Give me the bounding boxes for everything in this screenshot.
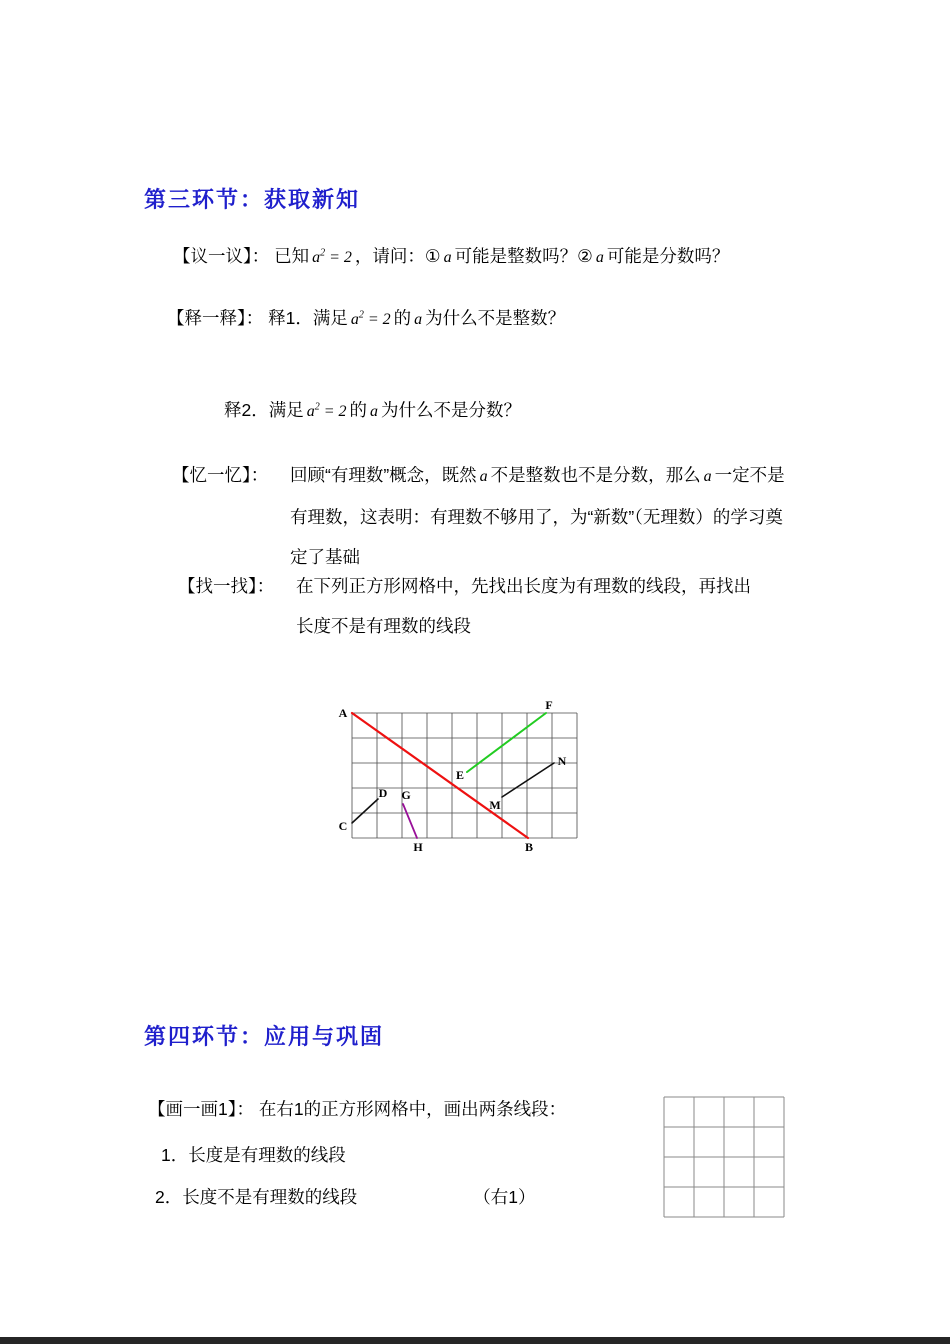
list-item-2-text: 2．长度不是有理数的线段 <box>155 1187 358 1207</box>
point-label-A: A <box>338 706 348 720</box>
point-label-G: G <box>401 788 411 802</box>
list-item-2 <box>155 1186 535 1210</box>
find-label: 【找一找】： <box>178 576 275 596</box>
find-content: 在下列正方形网格中，先找出长度为有理数的线段，再找出长度不是有理数的线段 <box>296 576 751 636</box>
list-item-1: 1．长度是有理数的线段 <box>161 1145 346 1165</box>
find-paragraph <box>178 566 766 646</box>
page-bottom-edge <box>0 1337 950 1344</box>
math-expression: a <box>370 403 379 420</box>
point-label-D: D <box>378 786 388 800</box>
math-expression: a <box>703 468 712 485</box>
point-label-B: B <box>524 840 534 854</box>
segment-CD-black <box>352 799 378 823</box>
explain-paragraph-1: 【释一释】： 释1．满足 $a^2 = 2$ 的 a 为什么不是整数？ <box>167 308 566 328</box>
explain-paragraph-2: 释2．满足 $a^2 = 2$ 的 a 为什么不是分数？ <box>224 400 522 420</box>
point-label-F: F <box>545 698 553 712</box>
math-expression: a <box>414 311 423 328</box>
point-label-M: M <box>489 798 501 812</box>
right1-note: （右1） <box>473 1187 536 1207</box>
point-label-H: H <box>413 840 423 854</box>
point-label-E: E <box>455 768 465 782</box>
math-expression: $a^2 = 2$ <box>312 247 352 266</box>
answer-grid <box>662 1095 786 1219</box>
math-expression: $a^2 = 2$ <box>306 401 347 420</box>
discuss-paragraph: 【议一议】： 已知 $a^2 = 2$ ，请问：① a 可能是整数吗？② a 可能是分数吗？ <box>173 246 730 266</box>
draw-paragraph: 【画一画1】： 在右1的正方形网格中，画出两条线段： <box>148 1099 567 1119</box>
point-label-N: N <box>557 754 567 768</box>
section3-heading: 第三环节：获取新知 <box>144 187 361 212</box>
segment-MN-black <box>502 763 554 797</box>
recall-label: 【忆一忆】： <box>172 465 269 485</box>
recall-content: 回顾“有理数”概念，既然 a 不是整数也不是分数，那么 a 一定不是有理数，这表明：有理数不够用了，为“新数”（无理数）的学习奠定了基础 <box>290 465 785 567</box>
recall-paragraph <box>172 455 795 577</box>
grid-figure <box>322 698 622 873</box>
section4-heading: 第四环节：应用与巩固 <box>144 1024 385 1049</box>
math-expression: a <box>479 468 488 485</box>
segment-GH-purple <box>403 804 417 838</box>
math-expression: $a^2 = 2$ <box>350 309 391 328</box>
point-label-C: C <box>338 819 348 833</box>
math-expression: a <box>595 249 604 266</box>
math-expression: a <box>443 249 452 266</box>
